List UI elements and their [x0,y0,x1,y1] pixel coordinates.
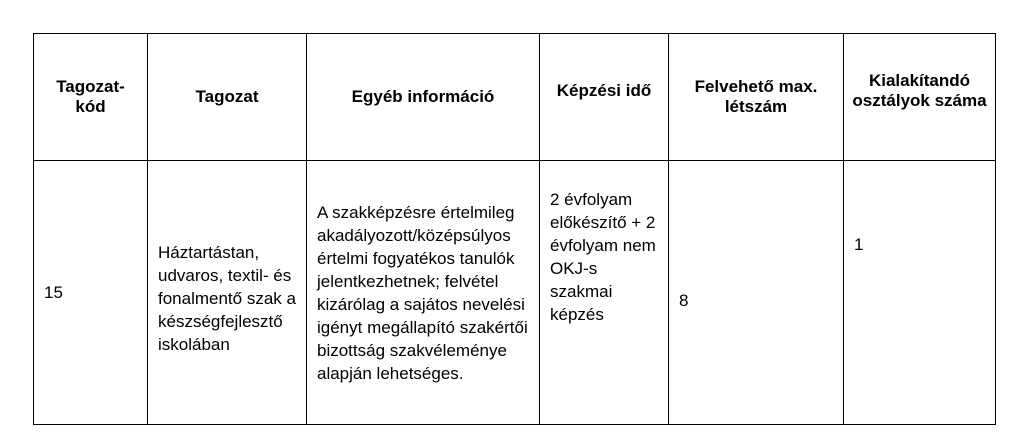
cell-duration-value: 2 évfolyam előkészítő + 2 évfolyam nem OKJ-s szakmai képzés [550,189,656,324]
header-code-label: Tagozat-kód [56,77,125,116]
cell-duration [540,161,669,425]
header-duration [540,34,669,161]
header-tagozat-label: Tagozat [195,87,259,106]
header-max-headcount-label: Felvehető max. létszám [694,77,818,116]
cell-info-value: A szakképzésre értelmileg akadályozott/középsúlyos értelmi fogyatékos tanulók jelentkezhetnek; felvétel kizárólag a sajátos nevelési igényt megállapító szakértői bizottság szakvéleménye alapján lehetséges. [317,202,528,383]
header-classes [844,34,996,161]
table-row [34,161,996,425]
header-max-headcount [669,34,844,161]
table-header-row [34,34,996,161]
cell-tagozat [148,161,307,425]
header-classes-label: Kialakítandó osztályok száma [852,71,987,110]
header-info-label: Egyéb információ [351,87,495,106]
cell-tagozat-value: Háztartástan, udvaros, textil- és fonalmentő szak a készségfejlesztő iskolában [158,243,296,354]
cell-max-headcount [669,161,844,425]
cell-classes-value: 1 [854,235,864,254]
header-info [307,34,540,161]
cell-info [307,161,540,425]
header-duration-label: Képzési idő [556,81,652,100]
cell-code [34,161,148,425]
header-code [34,34,148,161]
header-tagozat [148,34,307,161]
cell-classes [844,161,996,425]
cell-code-value: 15 [44,283,63,302]
cell-max-headcount-value: 8 [679,291,689,310]
admission-table [33,33,996,425]
